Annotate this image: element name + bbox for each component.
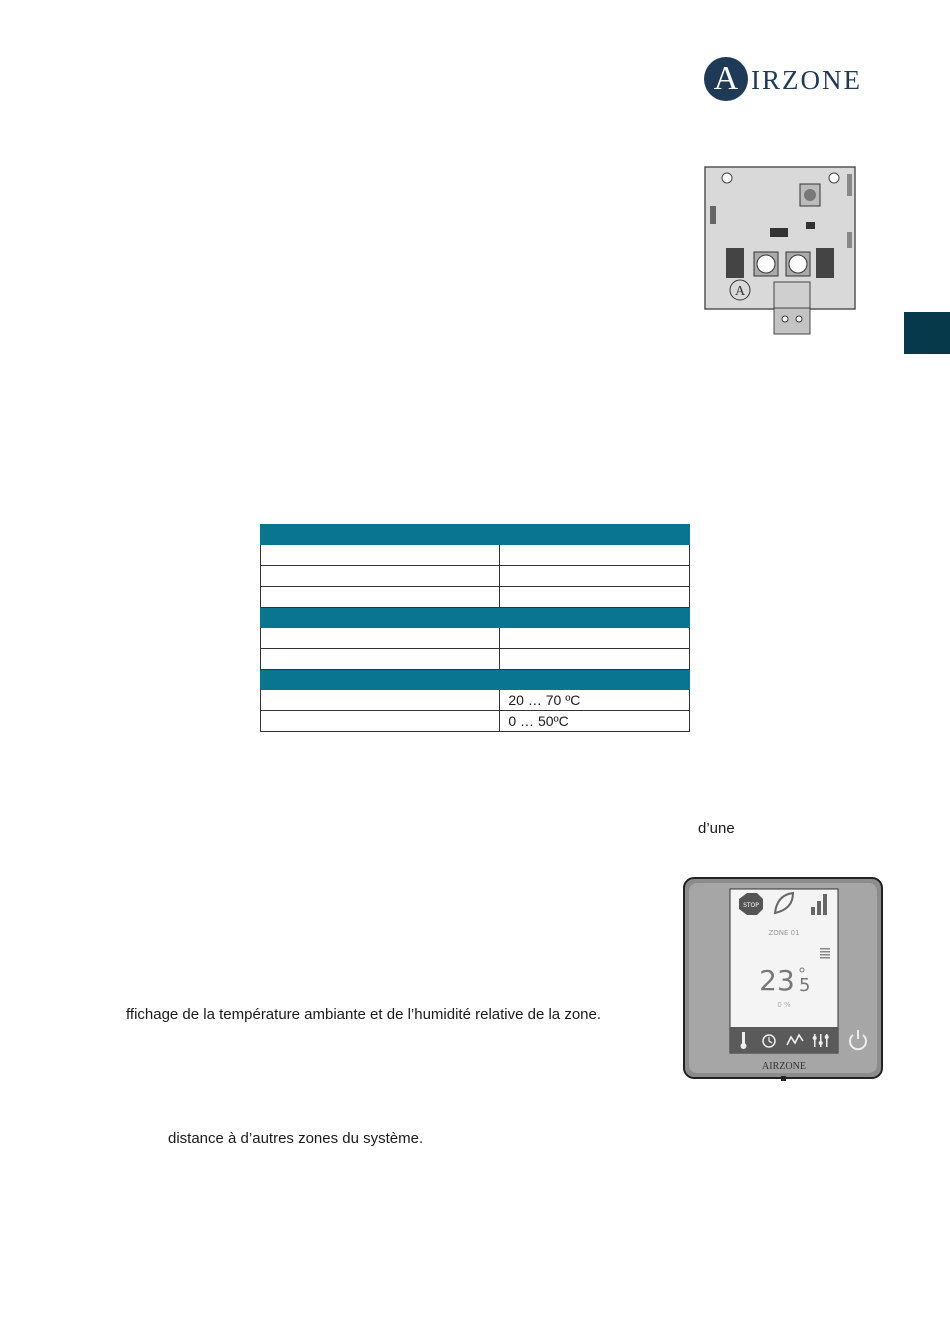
text-fragment-une: d’une (698, 820, 735, 837)
control-board-image (704, 166, 856, 336)
table-cell-label (261, 628, 500, 649)
temperature-main: 23 (759, 964, 795, 997)
table-row (261, 690, 690, 711)
svg-text:A: A (734, 284, 746, 299)
table-section-header (261, 608, 690, 628)
table-row (261, 711, 690, 732)
spec-table (260, 524, 690, 732)
text-fragment-display: ffichage de la température ambiante et de l’humidité relative de la zone. (126, 1006, 602, 1023)
table-row (261, 587, 690, 608)
table-cell-value (500, 587, 690, 608)
section-tab (904, 312, 950, 354)
table-row (261, 566, 690, 587)
table-cell-label (261, 587, 500, 608)
table-section-header (261, 670, 690, 690)
table-cell-value (500, 566, 690, 587)
sliders-icon (813, 1034, 829, 1047)
svg-text:STOP: STOP (743, 902, 759, 909)
table-cell-value (500, 545, 690, 566)
table-row (261, 628, 690, 649)
table-cell-label (261, 690, 500, 711)
table-cell-label (261, 649, 500, 670)
text-fragment-distance: distance à d’autres zones du système. (168, 1130, 424, 1147)
table-cell-value: 20 … 70 ºC (500, 690, 690, 711)
thermostat-image (683, 877, 883, 1081)
zone-label: ZONE 01 (768, 929, 800, 937)
table-row (261, 649, 690, 670)
table-cell-value (500, 628, 690, 649)
logo-letter: A (713, 60, 739, 97)
airzone-logo (704, 57, 874, 103)
table-cell-value: 0 … 50ºC (500, 711, 690, 732)
temperature-decimal: 5 (799, 975, 811, 996)
logo-word: IRZONE (751, 65, 862, 95)
thermostat-brand: AIRZONE (762, 1061, 806, 1072)
table-cell-label (261, 711, 500, 732)
table-cell-value (500, 649, 690, 670)
table-cell-label (261, 545, 500, 566)
table-row (261, 545, 690, 566)
table-section-header (261, 525, 690, 545)
table-cell-label (261, 566, 500, 587)
humidity-readout: 0 % (777, 1001, 791, 1009)
